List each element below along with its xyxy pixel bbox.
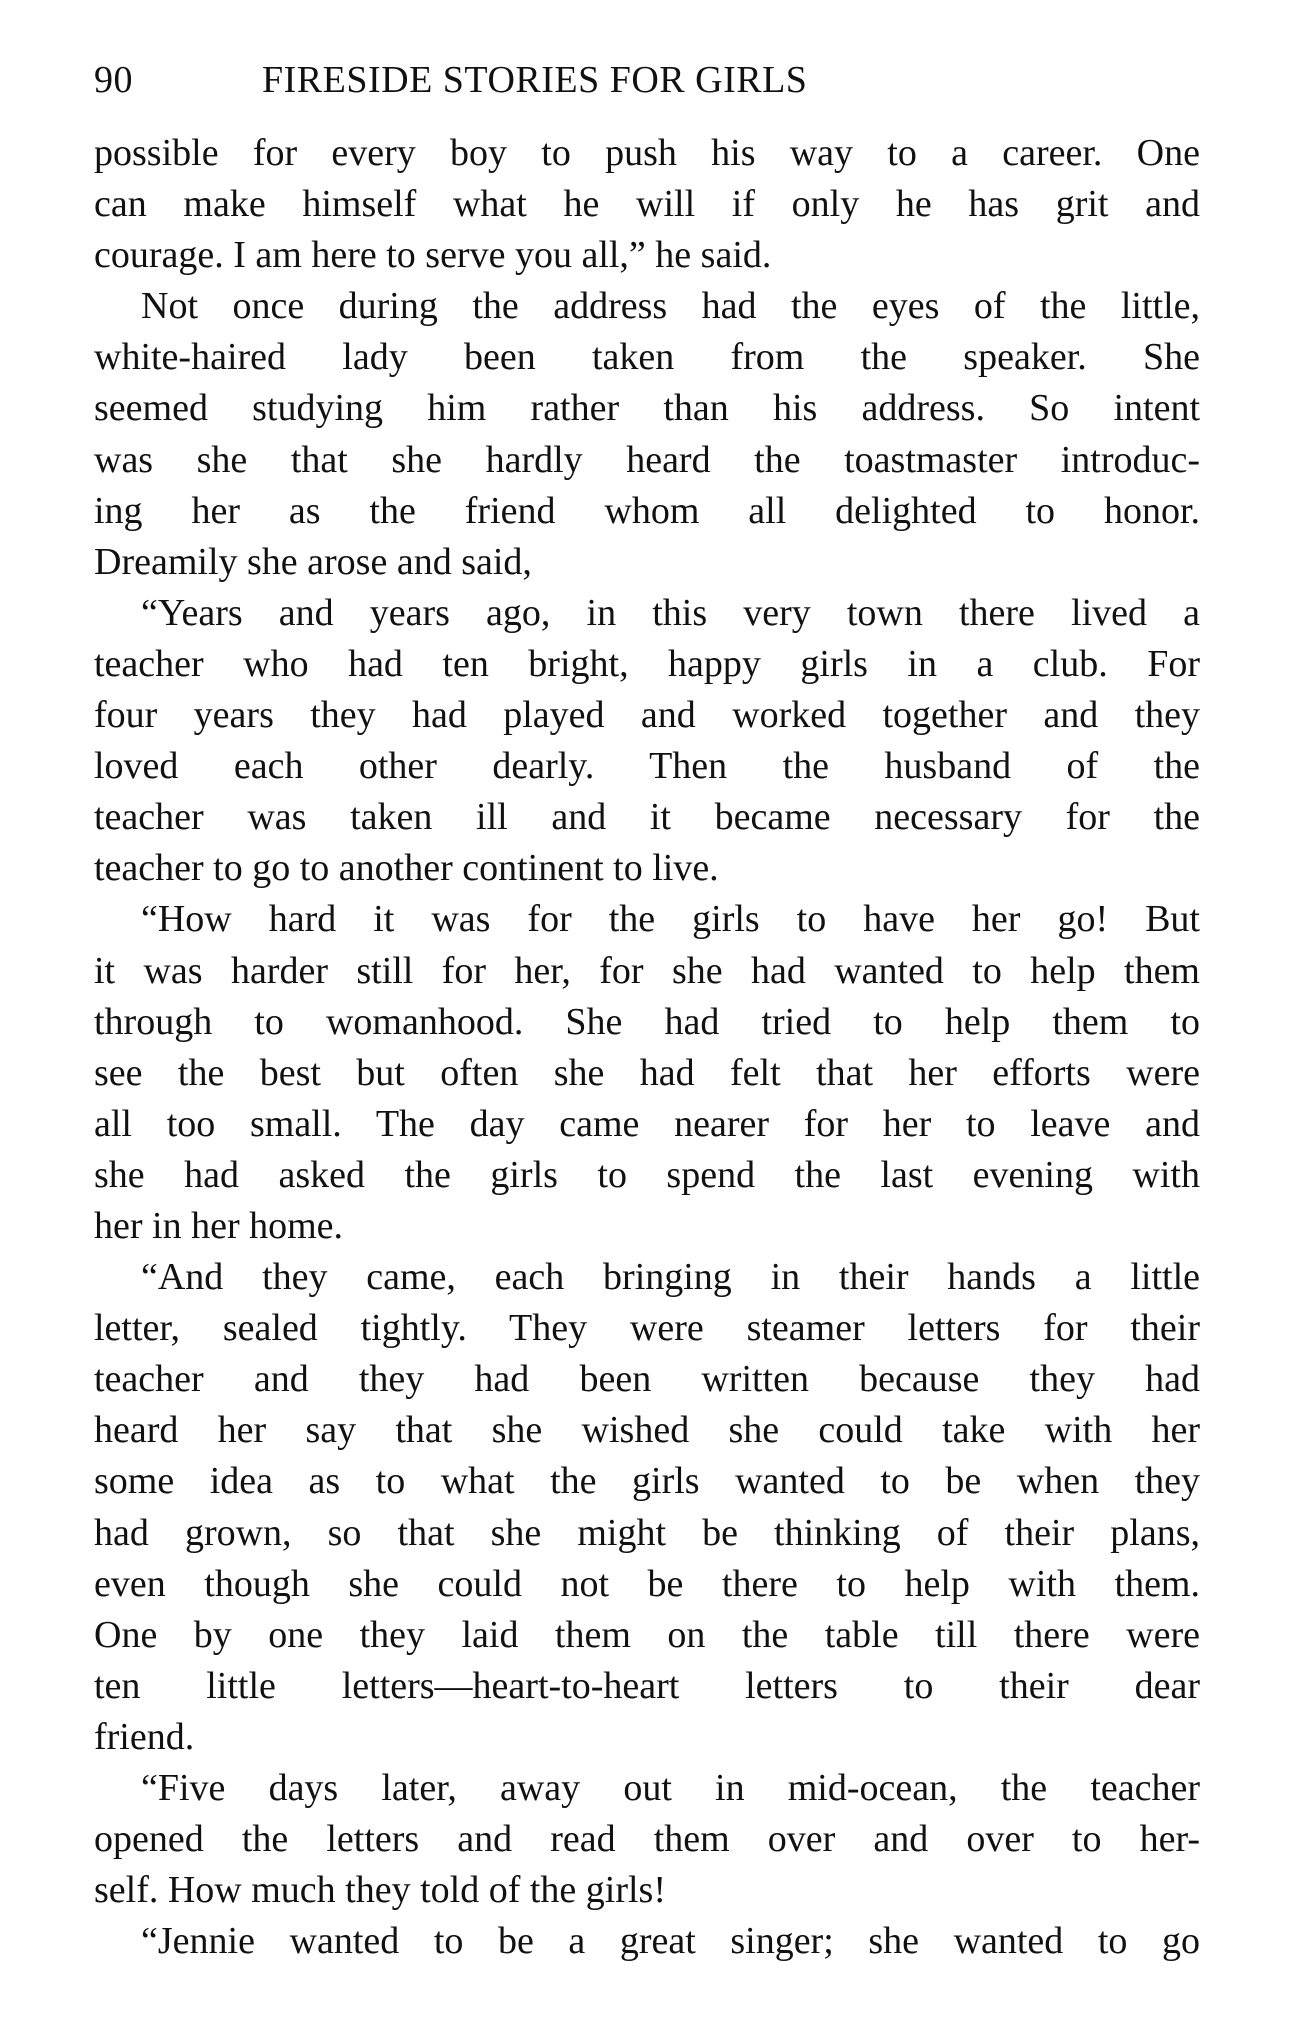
text-line: ten little letters—heart-to-heart letters to their dear	[94, 1664, 1200, 1707]
text-line: was she that she hardly heard the toastmaster introduc-	[94, 438, 1200, 481]
text-line: letter, sealed tightly. They were steamer letters for their	[94, 1307, 1200, 1350]
text-line: Not once during the address had the eyes of the little,	[141, 285, 1200, 328]
text-line: “Years and years ago, in this very town there lived a	[141, 591, 1200, 634]
text-line: courage. I am here to serve you all,” he said.	[94, 234, 772, 277]
page-number: 90	[94, 59, 133, 101]
text-line: teacher who had ten bright, happy girls in a club. For	[94, 642, 1200, 685]
text-line: self. How much they told of the girls!	[94, 1869, 667, 1912]
text-line: “How hard it was for the girls to have her go! But	[141, 898, 1200, 941]
text-line: “And they came, each bringing in their hands a little	[141, 1256, 1200, 1299]
text-line: teacher to go to another continent to live.	[94, 847, 719, 890]
text-line: One by one they laid them on the table till there were	[94, 1613, 1200, 1656]
text-line: heard her say that she wished she could take with her	[94, 1409, 1200, 1452]
text-line: through to womanhood. She had tried to help them to	[94, 1000, 1200, 1043]
text-line: white-haired lady been taken from the speaker. She	[94, 336, 1200, 379]
text-line: teacher and they had been written because they had	[94, 1358, 1200, 1401]
text-line: possible for every boy to push his way to a career. One	[94, 132, 1200, 174]
text-line: “Jennie wanted to be a great singer; she wanted to go	[141, 1920, 1200, 1963]
text-line: she had asked the girls to spend the last evening with	[94, 1153, 1200, 1196]
text-line: all too small. The day came nearer for her to leave and	[94, 1102, 1200, 1145]
text-line: even though she could not be there to help with them.	[94, 1562, 1200, 1605]
text-line: ing her as the friend whom all delighted to honor.	[94, 489, 1200, 532]
text-line: seemed studying him rather than his address. So intent	[94, 387, 1200, 430]
text-line: teacher was taken ill and it became necessary for the	[94, 796, 1200, 839]
text-line: see the best but often she had felt that her efforts were	[94, 1051, 1200, 1094]
text-line: Dreamily she arose and said,	[94, 540, 532, 583]
text-line: “Five days later, away out in mid-ocean, the teacher	[141, 1767, 1200, 1809]
text-line: four years they had played and worked together and they	[94, 694, 1200, 737]
page-body-text	[94, 128, 1200, 1967]
text-line: opened the letters and read them over and over to her-	[94, 1818, 1200, 1861]
text-line: it was harder still for her, for she had wanted to help them	[94, 949, 1200, 992]
text-line: loved each other dearly. Then the husband of the	[94, 745, 1200, 788]
text-line: some idea as to what the girls wanted to be when they	[94, 1460, 1200, 1503]
text-line: friend.	[94, 1715, 195, 1758]
running-title: FIRESIDE STORIES FOR GIRLS	[262, 59, 808, 101]
text-line: her in her home.	[94, 1204, 344, 1247]
text-line: had grown, so that she might be thinking of their plans,	[94, 1511, 1200, 1554]
text-line: can make himself what he will if only he has grit and	[94, 183, 1200, 226]
